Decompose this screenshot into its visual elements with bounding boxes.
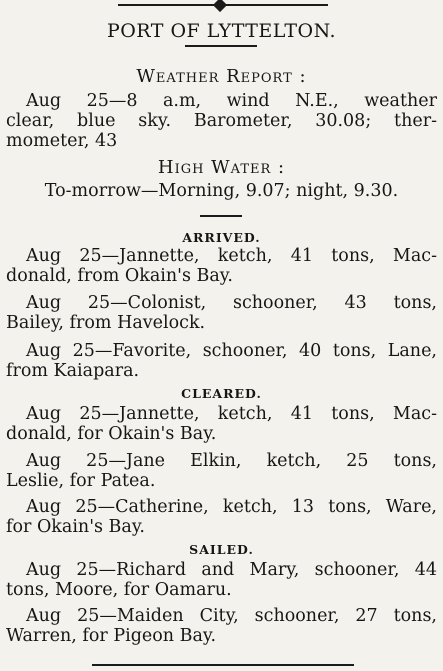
ornament-diamond bbox=[213, 0, 227, 12]
entry-line: Leslie, for Patea. bbox=[6, 471, 156, 491]
cleared-heading: CLEARED. bbox=[181, 386, 262, 401]
cleared-entry bbox=[6, 404, 437, 444]
title-underline bbox=[185, 45, 257, 47]
entry-line: Aug 25—Jane Elkin, ketch, 25 tons, bbox=[26, 451, 437, 471]
entry-line: Aug 25—Catherine, ketch, 13 tons, Ware, bbox=[26, 497, 437, 517]
high-water-heading: High Water : bbox=[157, 157, 286, 178]
page-title: PORT OF LYTTELTON. bbox=[106, 20, 337, 42]
weather-line: Aug 25—8 a.m, wind N.E., weather bbox=[26, 91, 437, 111]
weather-heading: Weather Report : bbox=[136, 66, 307, 87]
arrived-entry bbox=[6, 293, 437, 333]
high-water-text: To-morrow—Morning, 9.07; night, 9.30. bbox=[44, 181, 399, 201]
entry-line: Aug 25—Colonist, schooner, 43 tons, bbox=[26, 293, 437, 313]
entry-line: Aug 25—Favorite, schooner, 40 tons, Lane, bbox=[26, 341, 437, 361]
entry-line: donald, from Okain's Bay. bbox=[6, 266, 233, 286]
entry-line: Aug 25—Maiden City, schooner, 27 tons, bbox=[26, 606, 437, 626]
entry-line: for Okain's Bay. bbox=[6, 517, 145, 537]
arrived-entry bbox=[6, 341, 437, 381]
entry-line: Aug 25—Jannette, ketch, 41 tons, Mac- bbox=[26, 404, 437, 424]
cleared-entry bbox=[6, 497, 437, 537]
entry-line: Bailey, from Havelock. bbox=[6, 313, 206, 333]
arrived-heading: ARRIVED. bbox=[182, 230, 261, 245]
entry-line: tons, Moore, for Oamaru. bbox=[6, 580, 232, 600]
weather-report bbox=[6, 91, 437, 151]
entry-line: Aug 25—Richard and Mary, schooner, 44 bbox=[26, 560, 437, 580]
bottom-rule bbox=[92, 664, 354, 666]
cleared-entry bbox=[6, 451, 437, 491]
entry-line: Aug 25—Jannette, ketch, 41 tons, Mac- bbox=[26, 246, 437, 266]
entry-line: donald, for Okain's Bay. bbox=[6, 424, 217, 444]
entry-line: Warren, for Pigeon Bay. bbox=[6, 626, 217, 646]
arrived-entry bbox=[6, 246, 437, 286]
sailed-entry bbox=[6, 606, 437, 646]
weather-line: mometer, 43 bbox=[6, 131, 118, 151]
section-rule bbox=[200, 215, 242, 217]
sailed-entry bbox=[6, 560, 437, 600]
entry-line: from Kaiapara. bbox=[6, 361, 140, 381]
weather-line: clear, blue sky. Barometer, 30.08; ther- bbox=[6, 111, 437, 131]
sailed-heading: SAILED. bbox=[189, 542, 254, 557]
